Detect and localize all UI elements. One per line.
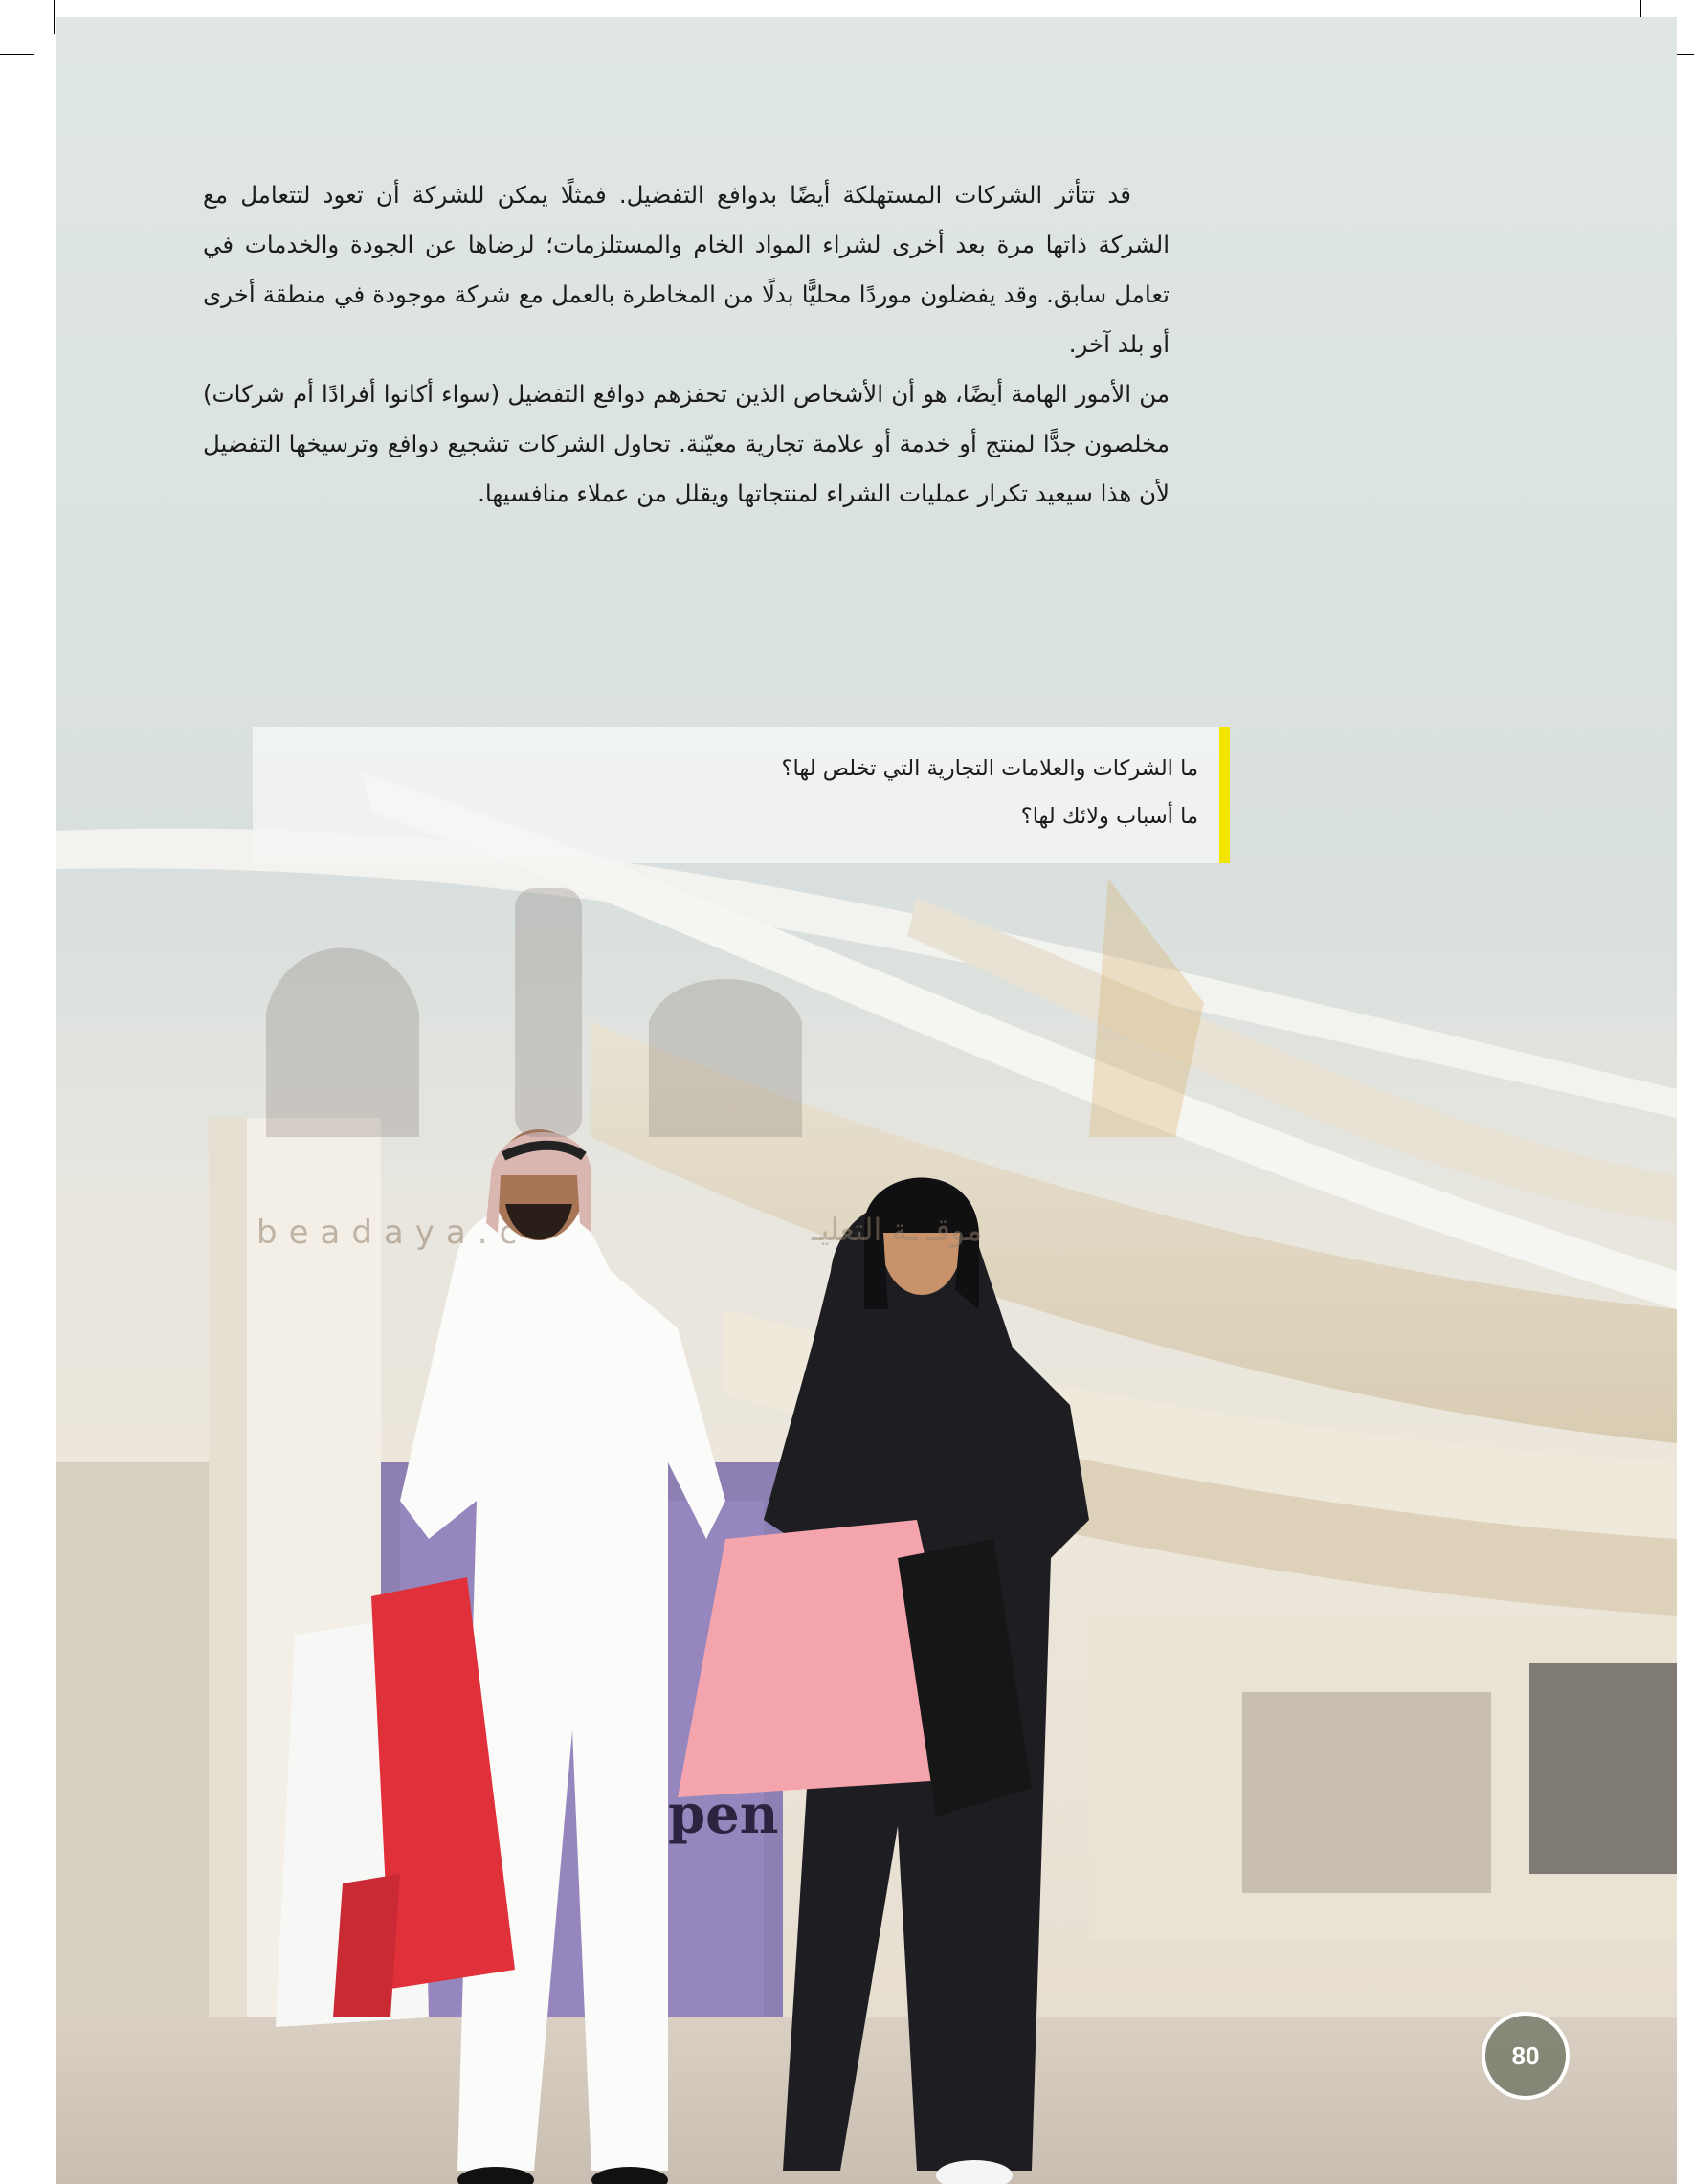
page-number: 80 [1482,2012,1570,2100]
body-text [203,170,1170,519]
store-sign: pen [668,1783,779,1846]
paragraph: من الأمور الهامة أيضًا، هو أن الأشخاص الذين تحفزهم دوافع التفضيل (سواء أكانوا أفرادًا أم شركات) مخلصون جدًّا لمنتج أو خدمة أو علامة تجارية معيّنة. تحاول الشركات تشجيع دوافع وترسيخها التفضيل لأن هذا سيعيد تكرار عمليات الشراء لمنتجاتها ويقلل من عملاء منافسيها. [203,380,1170,507]
reflection-question-box [253,727,1230,863]
crop-mark [54,0,55,34]
paragraph: قد تتأثر الشركات المستهلكة أيضًا بدوافع التفضيل. فمثلًا يمكن للشركة أن تعود لتتعامل مع الشركة ذاتها مرة بعد أخرى لشراء المواد الخام والمستلزمات؛ لرضاها عن الجودة والخدمات في تعامل سابق. وقد يفضلون موردًا محليًّا بدلًا من المخاطرة بالعمل مع شركة موجودة في منطقة أخرى أو بلد آخر. [203,181,1170,358]
question-text: ما الشركات والعلامات التجارية التي تخلص لها؟ [781,756,1198,781]
question-text: ما أسباب ولائك لها؟ [1020,804,1198,829]
watermark-arabic: موقـ ـة التعليـ [812,1212,983,1248]
crop-mark [0,54,34,55]
watermark-text: beadaya.c [256,1214,529,1252]
mall-photo [56,773,1677,2184]
textbook-page [56,17,1677,2184]
